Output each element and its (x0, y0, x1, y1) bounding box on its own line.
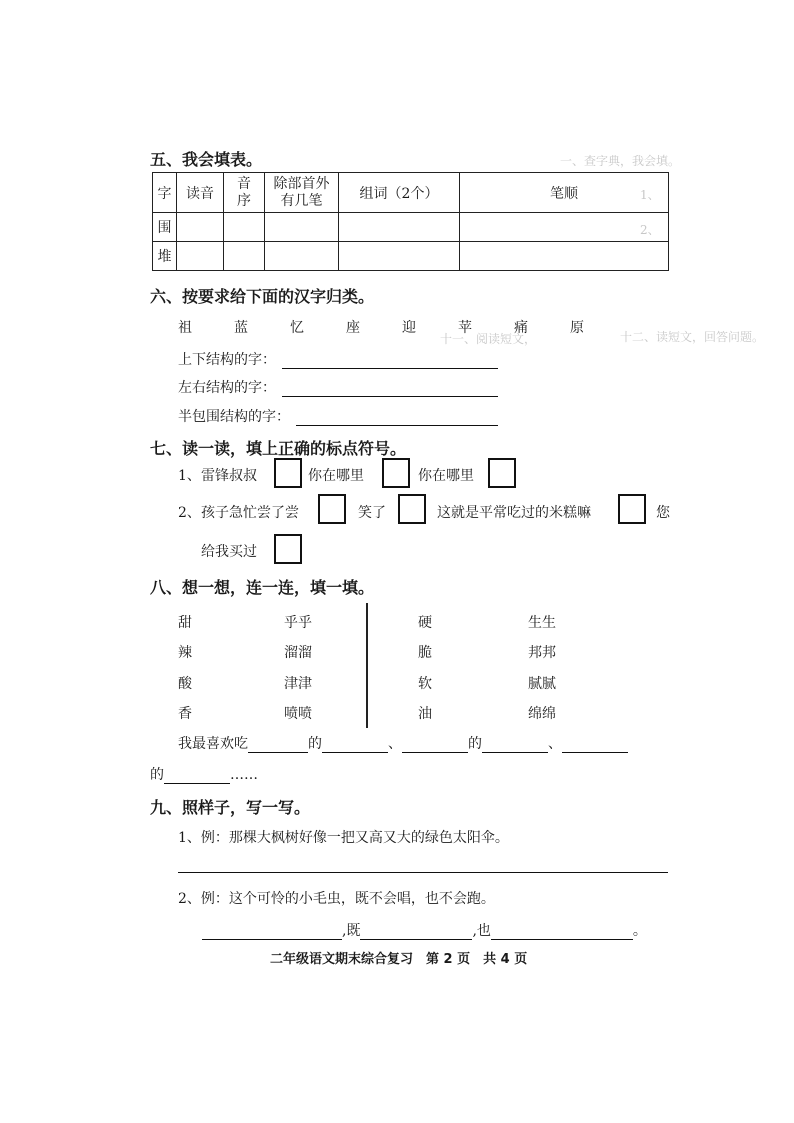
sentence-text: 的 (308, 736, 322, 752)
answer-blank[interactable] (482, 738, 548, 753)
answer-blank[interactable] (360, 925, 472, 940)
table-cell[interactable] (460, 242, 669, 271)
table-cell[interactable] (339, 242, 460, 271)
section-8-title: 八、想一想，连一连，填一填。 (150, 578, 375, 597)
answer-blank[interactable] (296, 411, 498, 426)
section-9-title: 九、照样子，写一写。 (150, 798, 311, 817)
answer-blank[interactable] (562, 738, 628, 753)
pattern-fill-line (202, 920, 647, 940)
punctuation-box[interactable] (274, 534, 302, 564)
match-right-char[interactable]: 油 (418, 706, 432, 722)
table-header: 读音 (177, 173, 224, 213)
bleed-through-text: 十一、阅读短文， (440, 332, 537, 346)
page-footer: 二年级语文期末综合复习 第 2 页 共 4 页 (270, 952, 528, 967)
match-right-char[interactable]: 硬 (418, 615, 432, 631)
punctuation-box[interactable] (274, 458, 302, 488)
fill-table (152, 172, 669, 271)
punctuation-box[interactable] (398, 494, 426, 524)
punctuation-box[interactable] (382, 458, 410, 488)
table-cell[interactable] (177, 242, 224, 271)
q1-text: 你在哪里 (308, 468, 364, 484)
fill-sentence-line1 (178, 733, 628, 753)
pattern-text: , (342, 923, 347, 939)
table-header: 除部首外 有几笔 (265, 173, 339, 213)
table-cell[interactable] (224, 242, 265, 271)
char: 座 (346, 320, 360, 336)
divider-line (366, 603, 368, 728)
match-right-word[interactable]: 邦邦 (528, 645, 556, 661)
match-right-word[interactable]: 生生 (528, 615, 556, 631)
sentence-text: 的 (468, 736, 482, 752)
classify-row (178, 377, 498, 397)
answer-blank[interactable] (282, 354, 498, 369)
punctuation-box[interactable] (618, 494, 646, 524)
answer-blank[interactable] (202, 925, 342, 940)
char: 原 (570, 320, 584, 336)
table-cell[interactable] (224, 213, 265, 242)
char: 苹 (458, 320, 472, 336)
match-left-word[interactable]: 乎乎 (284, 615, 312, 631)
section-5-title: 五、我会填表。 (150, 150, 263, 169)
table-cell[interactable] (339, 213, 460, 242)
classify-label: 上下结构的字： (178, 352, 276, 368)
table-header: 字 (153, 173, 177, 213)
pattern-text: 。 (632, 923, 647, 939)
answer-line[interactable] (178, 872, 668, 873)
q2-text: 笑了 (358, 505, 386, 521)
answer-blank[interactable] (322, 738, 388, 753)
table-cell[interactable] (265, 213, 339, 242)
sentence-text: 、 (548, 736, 562, 752)
match-left-word[interactable]: 喷喷 (284, 706, 312, 722)
table-row-char: 堆 (153, 242, 177, 271)
classify-row (178, 406, 498, 426)
table-header: 音 序 (224, 173, 265, 213)
char: 迎 (402, 320, 416, 336)
q2-text: 这就是平常吃过的米糕嘛 (437, 505, 591, 521)
answer-blank[interactable] (491, 925, 633, 940)
match-left-char[interactable]: 辣 (178, 645, 192, 661)
q2-number: 2、 (178, 505, 201, 521)
char: 蓝 (234, 320, 248, 336)
sentence-text: 、 (388, 736, 402, 752)
q2-text: 给我买过 (201, 544, 257, 560)
q2-text: 您 (656, 505, 670, 521)
punctuation-box[interactable] (488, 458, 516, 488)
answer-blank[interactable] (282, 382, 498, 397)
char: 祖 (178, 320, 192, 336)
section-7-title: 七、读一读，填上正确的标点符号。 (150, 439, 407, 458)
table-cell[interactable] (177, 213, 224, 242)
match-right-char[interactable]: 脆 (418, 645, 432, 661)
pattern-text: 既 (346, 923, 361, 939)
classify-label: 半包围结构的字： (178, 409, 290, 425)
match-left-word[interactable]: 溜溜 (284, 645, 312, 661)
bleed-through-text: 1、 (640, 188, 660, 202)
match-left-word[interactable]: 津津 (284, 676, 312, 692)
match-left-char[interactable]: 酸 (178, 676, 192, 692)
pattern-text: 也 (476, 923, 491, 939)
sentence-text: 我最喜欢吃 (178, 736, 248, 752)
table-row-char: 围 (153, 213, 177, 242)
q2-text: 孩子急忙尝了尝 (201, 505, 299, 521)
example-2: 2、例：这个可怜的小毛虫，既不会唱，也不会跑。 (178, 891, 495, 907)
fill-sentence-line2 (150, 764, 258, 784)
bleed-through-text: 2、 (640, 223, 660, 237)
match-left-char[interactable]: 甜 (178, 615, 192, 631)
sentence-text: …… (230, 767, 258, 783)
answer-blank[interactable] (402, 738, 468, 753)
char: 痛 (514, 320, 528, 336)
q1-number: 1、 (178, 468, 201, 484)
char: 忆 (290, 320, 304, 336)
q1-text: 你在哪里 (418, 468, 474, 484)
pattern-text: , (472, 923, 477, 939)
answer-blank[interactable] (164, 769, 230, 784)
table-cell[interactable] (460, 213, 669, 242)
match-right-char[interactable]: 软 (418, 676, 432, 692)
answer-blank[interactable] (248, 738, 308, 753)
table-header: 组词（2个） (339, 173, 460, 213)
match-right-word[interactable]: 腻腻 (528, 676, 556, 692)
q1-text: 雷锋叔叔 (201, 468, 257, 484)
section-6-title: 六、按要求给下面的汉字归类。 (150, 287, 375, 306)
bleed-through-text: 十二、读短文，回答问题。 (620, 330, 765, 344)
example-1: 1、例：那棵大枫树好像一把又高又大的绿色太阳伞。 (178, 830, 509, 846)
char-list (178, 317, 610, 337)
punctuation-box[interactable] (318, 494, 346, 524)
table-cell[interactable] (265, 242, 339, 271)
classify-label: 左右结构的字： (178, 380, 276, 396)
match-left-char[interactable]: 香 (178, 706, 192, 722)
sentence-text: 的 (150, 767, 164, 783)
match-right-word[interactable]: 绵绵 (528, 706, 556, 722)
bleed-through-text: 一、查字典，我会填。 (560, 154, 681, 168)
table-header: 笔顺 (460, 173, 669, 213)
classify-row (178, 349, 498, 369)
